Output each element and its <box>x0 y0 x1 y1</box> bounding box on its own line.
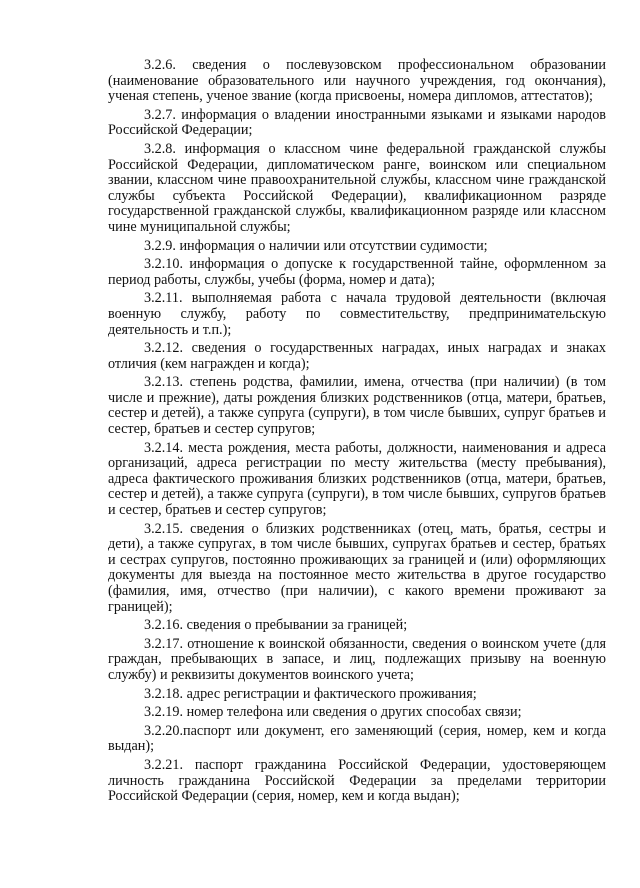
paragraph-3-2-18: 3.2.18. адрес регистрации и фактического проживания; <box>144 685 477 702</box>
paragraph-3-2-19: 3.2.19. номер телефона или сведения о других способах связи; <box>144 704 522 721</box>
paragraph-3-2-16: 3.2.16. сведения о пребывании за границей; <box>144 617 408 634</box>
paragraph-3-2-15: 3.2.15. сведения о близких родственниках (отец, мать, братья, сестры и дети), а также супругах, в том числе бывших, супругах братьев и сестер, братьях и сестрах супругов, постоянно проживающих за границей и (или) оформляющих документы для выезда на постоянное место жительства в другое государство (фамилия, имя, отчество (при наличии), с какого времени проживают за границей); <box>108 520 606 615</box>
paragraph-3-2-12: 3.2.12. сведения о государственных наградах, иных наградах и знаках отличия (кем награжден и когда); <box>108 340 606 372</box>
paragraph-3-2-10: 3.2.10. информация о допуске к государственной тайне, оформленном за период работы, службы, учебы (форма, номер и дата); <box>108 256 606 288</box>
paragraph-3-2-20: 3.2.20.паспорт или документ, его заменяющий (серия, номер, кем и когда выдан); <box>108 722 606 755</box>
paragraph-3-2-14: 3.2.14. места рождения, места работы, должности, наименования и адреса организаций, адреса регистрации по месту жительства (месту пребывания), адреса фактического проживания близких родственников (отца, матери, братьев, сестер и детей), а также супруга (супруги), в том числе бывших, супругов братьев и сестер, братьев и сестер супругов; <box>108 439 606 519</box>
paragraph-3-2-8: 3.2.8. информация о классном чине федеральной гражданской службы Российской Федерации, дипломатическом ранге, воинском или специальном звании, классном чине правоохранительной службы, классном чине гражданской службы субъекта Российской Федерации), квалификационном разряде государственной гражданской службы, квалификационном разряде или классном чине муниципальной службы; <box>108 140 606 235</box>
paragraph-3-2-17: 3.2.17. отношение к воинской обязанности, сведения о воинском учете (для граждан, пребывающих в запасе, и лиц, подлежащих призыву на военную службу) и реквизиты документов воинского учета; <box>108 635 606 683</box>
paragraph-3-2-7: 3.2.7. информация о владении иностранными языками и языками народов Российской Федерации; <box>108 106 606 139</box>
paragraph-3-2-11: 3.2.11. выполняемая работа с начала трудовой деятельности (включая военную службу, работу по совместительству, предпринимательскую деятельность и т.п.); <box>108 290 606 338</box>
paragraph-3-2-13: 3.2.13. степень родства, фамилии, имена, отчества (при наличии) (в том числе и прежние), даты рождения близких родственников (отца, матери, братьев, сестер и детей), а также супруга (супруги), в том числе бывших, супруг братьев и сестер, братьев и сестер супругов; <box>108 374 606 438</box>
paragraph-3-2-21: 3.2.21. паспорт гражданина Российской Федерации, удостоверяющем личность гражданина Российской Федерации за пределами территории Российской Федерации (серия, номер, кем и когда выдан); <box>108 756 606 805</box>
paragraph-3-2-9: 3.2.9. информация о наличии или отсутствии судимости; <box>144 237 488 254</box>
paragraph-3-2-6: 3.2.6. сведения о послевузовском профессиональном образовании (наименование образовательного или научного учреждения, год окончания), ученая степень, ученое звание (когда присвоены, номера дипломов, аттестатов); <box>108 57 606 105</box>
